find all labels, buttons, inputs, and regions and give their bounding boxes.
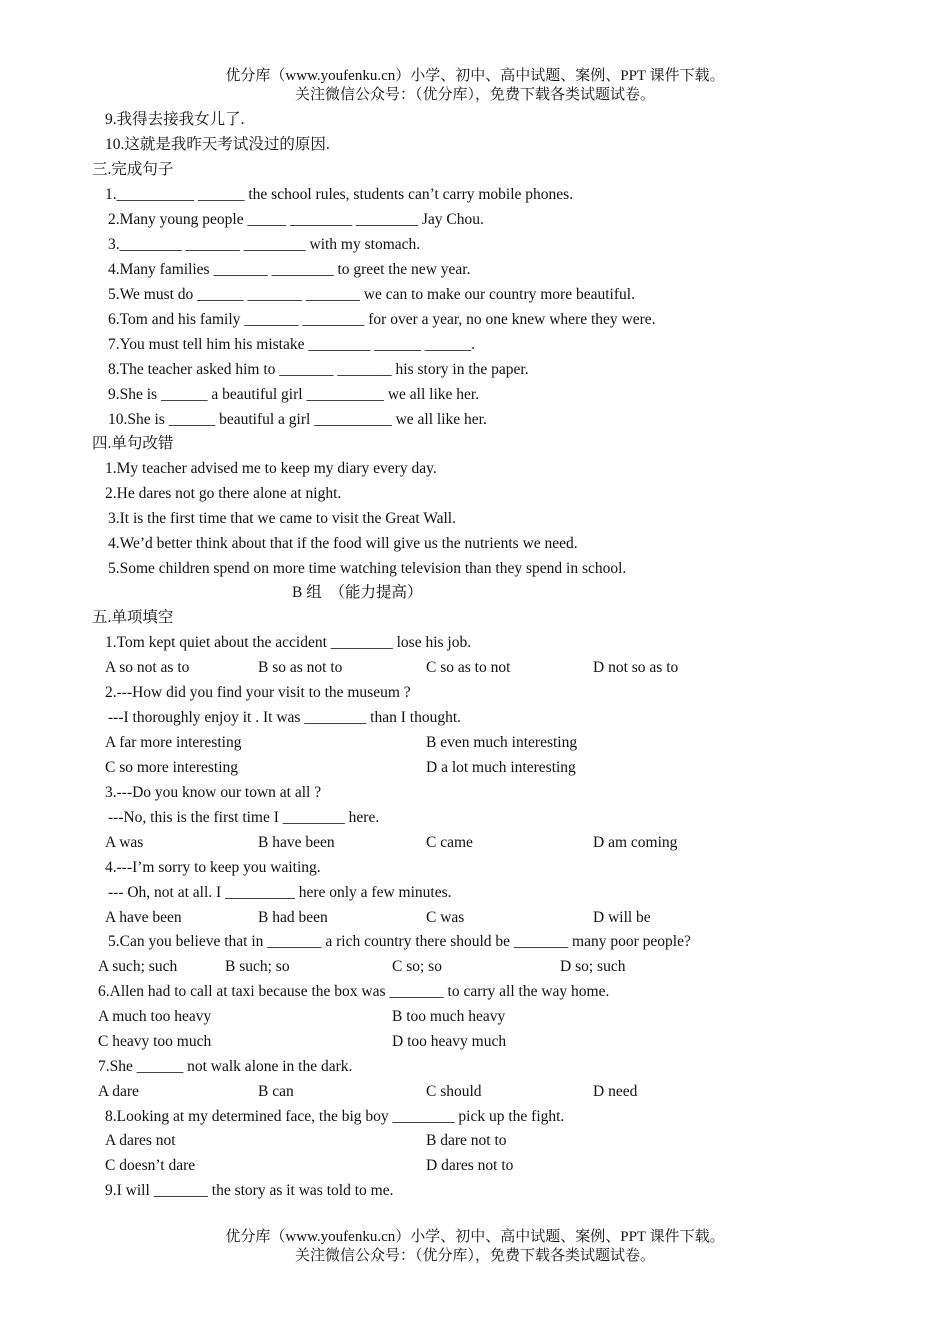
s3-item-1: 1.__________ ______ the school rules, students can’t carry mobile phones. [105,186,574,203]
q7-option-d: D need [593,1083,638,1100]
s3-item-2: 2.Many young people _____ ________ ________ Jay Chou. [108,211,484,228]
s3-item-8: 8.The teacher asked him to _______ _______ his story in the paper. [108,361,529,378]
q7-stem: 7.She ______ not walk alone in the dark. [98,1058,353,1075]
q2-stem: 2.---How did you find your visit to the museum ? [105,684,411,701]
q9-stem: 9.I will _______ the story as it was told to me. [105,1182,394,1199]
s3-item-9: 9.She is ______ a beautiful girl __________ we all like her. [108,386,480,403]
s3-item-6: 6.Tom and his family _______ ________ for over a year, no one knew where they were. [108,311,656,328]
group-b-heading: B 组 （能力提高） [292,584,423,601]
q1-stem: 1.Tom kept quiet about the accident ________ lose his job. [105,634,472,651]
q3-option-c: C came [426,834,473,851]
section-3-title: 三.完成句子 [92,161,174,178]
q6-option-d: D too heavy much [392,1033,507,1050]
q6-option-a: A much too heavy [98,1008,212,1025]
q3-option-b: B have been [258,834,335,851]
q2-reply: ---I thoroughly enjoy it . It was ________ than I thought. [108,709,462,726]
q5-stem: 5.Can you believe that in _______ a rich country there should be _______ many poor people? [108,933,691,950]
q6-stem: 6.Allen had to call at taxi because the box was _______ to carry all the way home. [98,983,610,1000]
q3-option-a: A was [105,834,144,851]
q7-option-a: A dare [98,1083,139,1100]
q1-option-c: C so as to not [426,659,511,676]
header-line-2: 关注微信公众号：（优分库），免费下载各类试题试卷。 [294,87,655,103]
q4-stem: 4.---I’m sorry to keep you waiting. [105,859,321,876]
s3-item-3: 3.________ _______ ________ with my stomach. [108,236,421,253]
q3-reply: ---No, this is the first time I ________ here. [108,809,380,826]
q8-option-a: A dares not [105,1132,176,1149]
q4-option-c: C was [426,909,465,926]
footer-line-2: 关注微信公众号：（优分库），免费下载各类试题试卷。 [294,1248,655,1264]
s4-item-1: 1.My teacher advised me to keep my diary every day. [105,460,437,477]
s3-item-10: 10.She is ______ beautiful a girl __________ we all like her. [108,411,487,428]
q1-option-a: A so not as to [105,659,190,676]
q5-option-b: B such; so [225,958,290,975]
q5-option-d: D so; such [560,958,626,975]
q4-option-d: D will be [593,909,651,926]
s4-item-5: 5.Some children spend on more time watching television than they spend in school. [108,560,627,577]
s4-item-4: 4.We’d better think about that if the food will give us the nutrients we need. [108,535,578,552]
q6-option-b: B too much heavy [392,1008,506,1025]
q3-stem: 3.---Do you know our town at all ? [105,784,322,801]
q2-option-c: C so more interesting [105,759,239,776]
translation-item-9: 9.我得去接我女儿了. [105,111,245,128]
q5-option-c: C so; so [392,958,442,975]
footer-line-1: 优分库（www.youfenku.cn）小学、初中、高中试题、案例、PPT 课件下载。 [225,1229,725,1245]
s4-item-2: 2.He dares not go there alone at night. [105,485,342,502]
q2-option-b: B even much interesting [426,734,578,751]
q8-option-b: B dare not to [426,1132,507,1149]
s3-item-7: 7.You must tell him his mistake ________ ______ ______. [108,336,475,353]
q3-option-d: D am coming [593,834,678,851]
section-4-title: 四.单句改错 [92,435,174,452]
q4-option-b: B had been [258,909,328,926]
q1-option-d: D not so as to [593,659,679,676]
q4-option-a: A have been [105,909,182,926]
q2-option-d: D a lot much interesting [426,759,576,776]
q8-option-d: D dares not to [426,1157,514,1174]
header-line-1: 优分库（www.youfenku.cn）小学、初中、高中试题、案例、PPT 课件下载。 [225,68,725,84]
s4-item-3: 3.It is the first time that we came to visit the Great Wall. [108,510,456,527]
q6-option-c: C heavy too much [98,1033,212,1050]
translation-item-10: 10.这就是我昨天考试没过的原因. [105,136,330,153]
q7-option-b: B can [258,1083,294,1100]
s3-item-4: 4.Many families _______ ________ to greet the new year. [108,261,471,278]
s3-item-5: 5.We must do ______ _______ _______ we can to make our country more beautiful. [108,286,635,303]
q1-option-b: B so as not to [258,659,343,676]
q8-stem: 8.Looking at my determined face, the big boy ________ pick up the fight. [105,1108,565,1125]
q4-reply: --- Oh, not at all. I _________ here only a few minutes. [108,884,452,901]
q2-option-a: A far more interesting [105,734,242,751]
q7-option-c: C should [426,1083,482,1100]
q8-option-c: C doesn’t dare [105,1157,196,1174]
q5-option-a: A such; such [98,958,178,975]
section-5-title: 五.单项填空 [92,609,174,626]
